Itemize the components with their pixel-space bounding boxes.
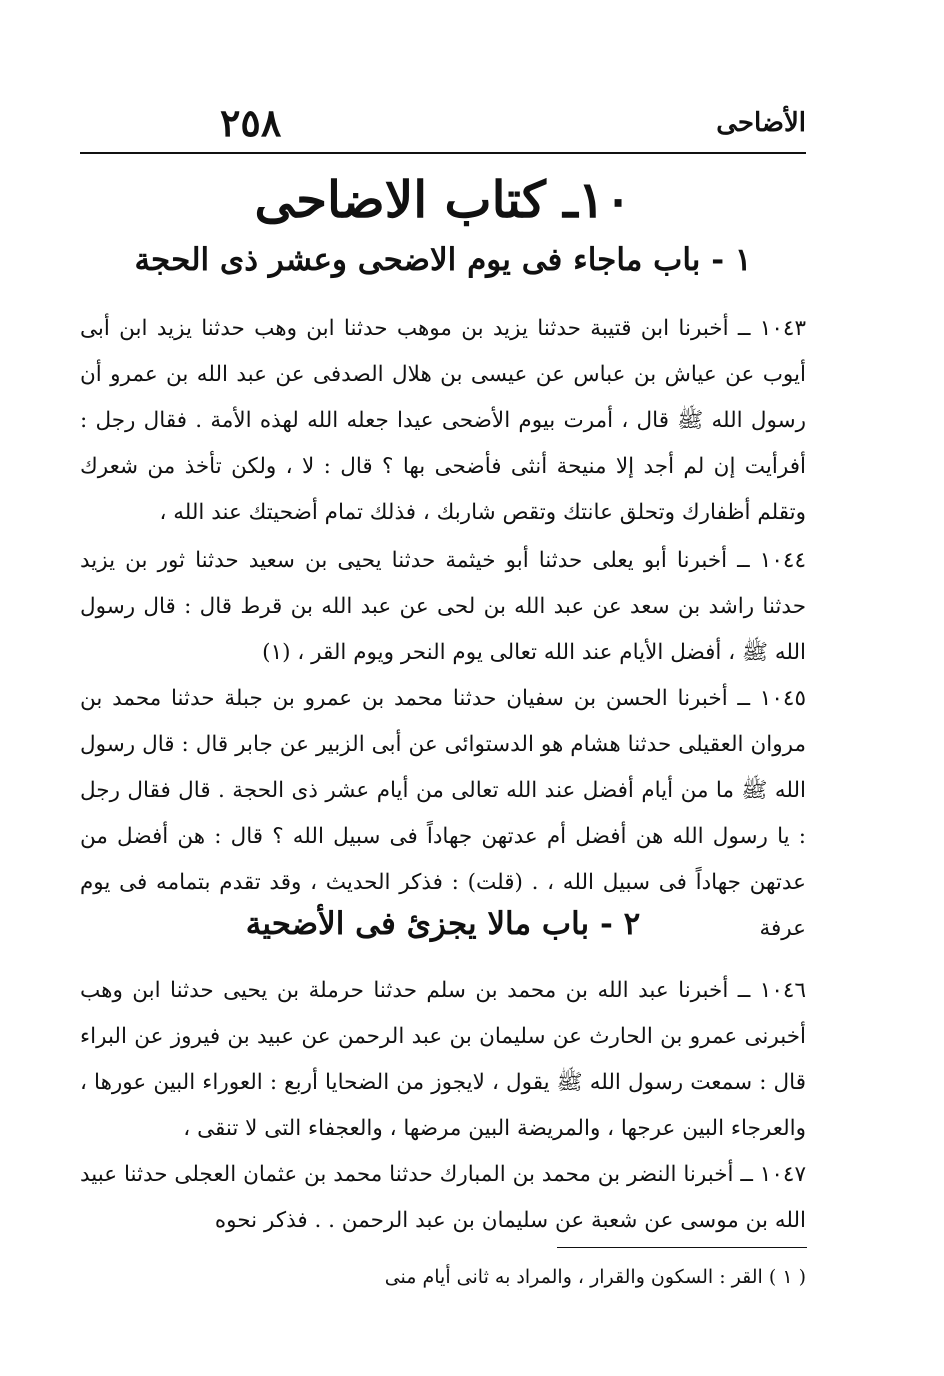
- hadith-1046: ١٠٤٦ ــ أخبرنا عبد الله بن محمد بن سلم حدثنا حرملة بن يحيى حدثنا ابن وهب أخبرنى عمرو بن الحارث عن سليمان بن عبد الرحمن عن عبيد بن فيروز عن البراء قال : سمعت رسول الله ﷺ يقول ، لايجوز من الضحايا أربع : العوراء البين عورها ، والعرجاء البين عرجها ، والمريضة البين مرضها ، والعجفاء التى لا تنقى ،: [80, 978, 806, 1141]
- page-header: [80, 100, 806, 150]
- chapter-title-2: ٢ - باب مالا يجزئ فى الأضحية: [245, 906, 641, 942]
- page-number: ٢٥٨: [220, 100, 282, 145]
- hadith-1044: ١٠٤٤ ــ أخبرنا أبو يعلى حدثنا أبو خيثمة حدثنا يحيى بن سعيد حدثنا ثور بن يزيد حدثنا راشد بن سعد عن عبد الله بن لحى عن عبد الله بن قرط قال : قال رسول الله ﷺ ، أفضل الأيام عند الله تعالى يوم النحر ويوم القر ، (١): [80, 548, 806, 665]
- footnote: ( ١ ) القر : السكون والقرار ، والمراد به ثانى أيام منى: [384, 1266, 806, 1288]
- hadith-1047: ١٠٤٧ ــ أخبرنا النضر بن محمد بن المبارك حدثنا محمد بن عثمان العجلى حدثنا عبيد الله بن موسى عن شعبة عن سليمان بن عبد الرحمن . . فذكر نحوه: [80, 1162, 806, 1233]
- header-divider: [80, 152, 806, 154]
- chapter-title-1: ١ - باب ماجاء فى يوم الاضحى وعشر ذى الحجة: [134, 242, 752, 278]
- hadith-1043: ١٠٤٣ ــ أخبرنا ابن قتيبة حدثنا يزيد بن موهب حدثنا ابن وهب حدثنا يزيد ابن أبى أيوب عن عياش بن عباس عن عيسى بن هلال الصدفى عن عبد الله بن عمرو أن رسول الله ﷺ قال ، أمرت بيوم الأضحى عيدا جعله الله لهذه الأمة . فقال رجل : أفرأيت إن لم أجد إلا منيحة أنثى فأضحى بها ؟ قال : لا ، ولكن تأخذ من شعرك وتقلم أظفارك وتحلق عانتك وتقص شاربك ، فذلك تمام أضحيتك عند الله ،: [80, 316, 806, 525]
- footnote-divider: [557, 1247, 807, 1248]
- hadith-1045: ١٠٤٥ ــ أخبرنا الحسن بن سفيان حدثنا محمد بن عمرو بن جبلة حدثنا محمد بن مروان العقيلى حدثنا هشام هو الدستوائى عن أبى الزبير عن جابر قال : قال رسول الله ﷺ ما من أيام أفضل عند الله تعالى من أيام عشر ذى الحجة . قال فقال رجل : يا رسول الله هن أفضل أم عدتهن جهاداً فى سبيل الله ؟ قال : هن أفضل من عدتهن جهاداً فى سبيل الله ، . (قلت) : فذكر الحديث ، وقد تقدم بتمامه فى يوم عرفة: [80, 686, 806, 941]
- running-head: الأضاحى: [716, 108, 806, 138]
- book-title: ١٠ـ كتاب الاضاحى: [254, 170, 632, 229]
